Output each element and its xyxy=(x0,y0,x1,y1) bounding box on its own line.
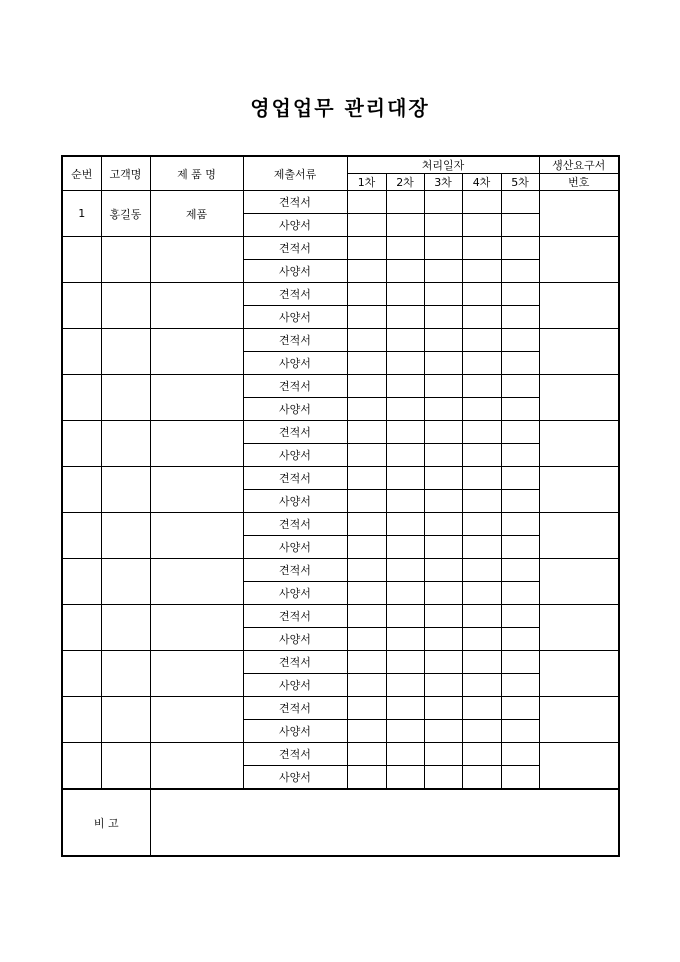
round-3-date-cell[interactable] xyxy=(424,421,462,444)
entry-seq[interactable] xyxy=(62,329,101,375)
round-1-date-cell[interactable] xyxy=(347,766,386,790)
round-4-date-cell[interactable] xyxy=(462,329,501,352)
round-4-date-cell[interactable] xyxy=(462,191,501,214)
production-request-number-cell[interactable] xyxy=(539,651,619,697)
round-5-date-cell[interactable] xyxy=(501,582,539,605)
round-3-date-cell[interactable] xyxy=(424,513,462,536)
round-2-date-cell[interactable] xyxy=(386,536,424,559)
doc-type-label: 견적서 xyxy=(243,421,347,444)
round-5-date-cell[interactable] xyxy=(501,421,539,444)
round-4-date-cell[interactable] xyxy=(462,306,501,329)
ledger-table xyxy=(61,155,620,857)
round-5-date-cell[interactable] xyxy=(501,398,539,421)
round-5-date-cell[interactable] xyxy=(501,720,539,743)
entry-customer[interactable]: 홍길동 xyxy=(101,191,150,237)
round-5-date-cell[interactable] xyxy=(501,329,539,352)
doc-type-label: 견적서 xyxy=(243,651,347,674)
round-1-date-cell[interactable] xyxy=(347,536,386,559)
doc-type-label: 사양서 xyxy=(243,306,347,329)
round-5-date-cell[interactable] xyxy=(501,536,539,559)
round-3-date-cell[interactable] xyxy=(424,720,462,743)
round-1-date-cell[interactable] xyxy=(347,743,386,766)
round-5-date-cell[interactable] xyxy=(501,352,539,375)
round-3-date-cell[interactable] xyxy=(424,766,462,790)
round-5-date-cell[interactable] xyxy=(501,306,539,329)
round-3-date-cell[interactable] xyxy=(424,214,462,237)
header-round-2: 2차 xyxy=(386,174,424,191)
entry-customer[interactable] xyxy=(101,283,150,329)
entry-row xyxy=(62,421,619,444)
header-docs: 제출서류 xyxy=(243,156,347,191)
round-1-date-cell[interactable] xyxy=(347,444,386,467)
round-2-date-cell[interactable] xyxy=(386,237,424,260)
round-1-date-cell[interactable] xyxy=(347,375,386,398)
round-4-date-cell[interactable] xyxy=(462,352,501,375)
round-1-date-cell[interactable] xyxy=(347,605,386,628)
doc-type-label: 사양서 xyxy=(243,628,347,651)
entry-product[interactable]: 제품 xyxy=(150,191,243,237)
round-4-date-cell[interactable] xyxy=(462,536,501,559)
round-5-date-cell[interactable] xyxy=(501,605,539,628)
entry-customer[interactable] xyxy=(101,651,150,697)
round-3-date-cell[interactable] xyxy=(424,559,462,582)
production-request-number-cell[interactable] xyxy=(539,421,619,467)
round-5-date-cell[interactable] xyxy=(501,467,539,490)
header-round-5: 5차 xyxy=(501,174,539,191)
header-round-3: 3차 xyxy=(424,174,462,191)
doc-type-label: 견적서 xyxy=(243,191,347,214)
round-2-date-cell[interactable] xyxy=(386,375,424,398)
round-3-date-cell[interactable] xyxy=(424,444,462,467)
doc-type-label: 견적서 xyxy=(243,329,347,352)
round-3-date-cell[interactable] xyxy=(424,651,462,674)
round-2-date-cell[interactable] xyxy=(386,651,424,674)
round-2-date-cell[interactable] xyxy=(386,559,424,582)
entry-customer[interactable] xyxy=(101,237,150,283)
round-1-date-cell[interactable] xyxy=(347,283,386,306)
entry-row xyxy=(62,375,619,398)
round-2-date-cell[interactable] xyxy=(386,513,424,536)
entry-row xyxy=(62,191,619,214)
round-5-date-cell[interactable] xyxy=(501,559,539,582)
entry-seq[interactable] xyxy=(62,559,101,605)
doc-type-label: 견적서 xyxy=(243,283,347,306)
doc-type-label: 사양서 xyxy=(243,536,347,559)
entry-row xyxy=(62,559,619,582)
round-4-date-cell[interactable] xyxy=(462,398,501,421)
round-5-date-cell[interactable] xyxy=(501,490,539,513)
round-5-date-cell[interactable] xyxy=(501,513,539,536)
round-3-date-cell[interactable] xyxy=(424,329,462,352)
round-3-date-cell[interactable] xyxy=(424,743,462,766)
round-4-date-cell[interactable] xyxy=(462,490,501,513)
entry-customer[interactable] xyxy=(101,605,150,651)
round-1-date-cell[interactable] xyxy=(347,628,386,651)
production-request-number-cell[interactable] xyxy=(539,467,619,513)
round-5-date-cell[interactable] xyxy=(501,444,539,467)
round-4-date-cell[interactable] xyxy=(462,697,501,720)
round-5-date-cell[interactable] xyxy=(501,674,539,697)
round-3-date-cell[interactable] xyxy=(424,237,462,260)
entry-product[interactable] xyxy=(150,513,243,559)
entry-customer[interactable] xyxy=(101,743,150,790)
round-3-date-cell[interactable] xyxy=(424,628,462,651)
round-1-date-cell[interactable] xyxy=(347,697,386,720)
round-4-date-cell[interactable] xyxy=(462,214,501,237)
entry-row xyxy=(62,651,619,674)
entry-product[interactable] xyxy=(150,283,243,329)
round-1-date-cell[interactable] xyxy=(347,237,386,260)
round-5-date-cell[interactable] xyxy=(501,191,539,214)
doc-type-label: 사양서 xyxy=(243,766,347,790)
round-4-date-cell[interactable] xyxy=(462,766,501,790)
round-3-date-cell[interactable] xyxy=(424,536,462,559)
entry-seq[interactable] xyxy=(62,237,101,283)
round-3-date-cell[interactable] xyxy=(424,674,462,697)
round-3-date-cell[interactable] xyxy=(424,398,462,421)
round-4-date-cell[interactable] xyxy=(462,513,501,536)
round-4-date-cell[interactable] xyxy=(462,743,501,766)
round-2-date-cell[interactable] xyxy=(386,582,424,605)
doc-type-label: 견적서 xyxy=(243,237,347,260)
entry-product[interactable] xyxy=(150,467,243,513)
entry-customer[interactable] xyxy=(101,697,150,743)
round-4-date-cell[interactable] xyxy=(462,237,501,260)
remarks-label: 비 고 xyxy=(62,789,150,856)
entry-product[interactable] xyxy=(150,697,243,743)
entry-seq[interactable]: 1 xyxy=(62,191,101,237)
header-round-4: 4차 xyxy=(462,174,501,191)
production-request-number-cell[interactable] xyxy=(539,559,619,605)
entry-seq[interactable] xyxy=(62,375,101,421)
round-2-date-cell[interactable] xyxy=(386,697,424,720)
round-5-date-cell[interactable] xyxy=(501,375,539,398)
doc-type-label: 사양서 xyxy=(243,444,347,467)
entry-seq[interactable] xyxy=(62,513,101,559)
entry-product[interactable] xyxy=(150,559,243,605)
round-3-date-cell[interactable] xyxy=(424,490,462,513)
entry-row xyxy=(62,743,619,766)
entry-row xyxy=(62,283,619,306)
round-4-date-cell[interactable] xyxy=(462,628,501,651)
round-3-date-cell[interactable] xyxy=(424,191,462,214)
header-customer: 고객명 xyxy=(101,156,150,191)
round-3-date-cell[interactable] xyxy=(424,283,462,306)
round-3-date-cell[interactable] xyxy=(424,352,462,375)
round-2-date-cell[interactable] xyxy=(386,444,424,467)
doc-type-label: 견적서 xyxy=(243,559,347,582)
entry-row xyxy=(62,513,619,536)
entry-row xyxy=(62,237,619,260)
round-3-date-cell[interactable] xyxy=(424,306,462,329)
round-5-date-cell[interactable] xyxy=(501,214,539,237)
round-4-date-cell[interactable] xyxy=(462,720,501,743)
entry-seq[interactable] xyxy=(62,743,101,790)
doc-type-label: 견적서 xyxy=(243,743,347,766)
round-5-date-cell[interactable] xyxy=(501,283,539,306)
entry-customer[interactable] xyxy=(101,559,150,605)
entry-product[interactable] xyxy=(150,237,243,283)
header-seq: 순번 xyxy=(62,156,101,191)
round-2-date-cell[interactable] xyxy=(386,260,424,283)
round-4-date-cell[interactable] xyxy=(462,444,501,467)
round-1-date-cell[interactable] xyxy=(347,398,386,421)
production-request-number-cell[interactable] xyxy=(539,743,619,790)
round-3-date-cell[interactable] xyxy=(424,375,462,398)
round-2-date-cell[interactable] xyxy=(386,329,424,352)
entry-product[interactable] xyxy=(150,375,243,421)
round-1-date-cell[interactable] xyxy=(347,651,386,674)
doc-type-label: 견적서 xyxy=(243,697,347,720)
entry-seq[interactable] xyxy=(62,467,101,513)
round-5-date-cell[interactable] xyxy=(501,766,539,790)
entry-row xyxy=(62,467,619,490)
header-round-1: 1차 xyxy=(347,174,386,191)
round-2-date-cell[interactable] xyxy=(386,674,424,697)
round-2-date-cell[interactable] xyxy=(386,398,424,421)
round-4-date-cell[interactable] xyxy=(462,559,501,582)
round-4-date-cell[interactable] xyxy=(462,421,501,444)
round-4-date-cell[interactable] xyxy=(462,467,501,490)
round-4-date-cell[interactable] xyxy=(462,605,501,628)
entry-row xyxy=(62,605,619,628)
entry-customer[interactable] xyxy=(101,329,150,375)
round-2-date-cell[interactable] xyxy=(386,605,424,628)
round-5-date-cell[interactable] xyxy=(501,260,539,283)
entry-product[interactable] xyxy=(150,651,243,697)
doc-type-label: 사양서 xyxy=(243,674,347,697)
entry-customer[interactable] xyxy=(101,467,150,513)
remarks-field[interactable] xyxy=(150,789,619,856)
round-1-date-cell[interactable] xyxy=(347,421,386,444)
entry-row xyxy=(62,329,619,352)
round-5-date-cell[interactable] xyxy=(501,697,539,720)
doc-type-label: 사양서 xyxy=(243,260,347,283)
doc-type-label: 사양서 xyxy=(243,490,347,513)
round-2-date-cell[interactable] xyxy=(386,306,424,329)
round-1-date-cell[interactable] xyxy=(347,260,386,283)
entry-customer[interactable] xyxy=(101,421,150,467)
header-production-request: 생산요구서 xyxy=(539,156,619,174)
round-1-date-cell[interactable] xyxy=(347,467,386,490)
round-4-date-cell[interactable] xyxy=(462,651,501,674)
round-2-date-cell[interactable] xyxy=(386,743,424,766)
production-request-number-cell[interactable] xyxy=(539,283,619,329)
entry-product[interactable] xyxy=(150,329,243,375)
doc-type-label: 사양서 xyxy=(243,720,347,743)
round-3-date-cell[interactable] xyxy=(424,605,462,628)
round-3-date-cell[interactable] xyxy=(424,260,462,283)
entry-product[interactable] xyxy=(150,605,243,651)
doc-type-label: 사양서 xyxy=(243,398,347,421)
production-request-number-cell[interactable] xyxy=(539,513,619,559)
round-2-date-cell[interactable] xyxy=(386,490,424,513)
doc-type-label: 견적서 xyxy=(243,605,347,628)
production-request-number-cell[interactable] xyxy=(539,697,619,743)
round-1-date-cell[interactable] xyxy=(347,214,386,237)
entry-seq[interactable] xyxy=(62,697,101,743)
round-2-date-cell[interactable] xyxy=(386,283,424,306)
production-request-number-cell[interactable] xyxy=(539,329,619,375)
round-1-date-cell[interactable] xyxy=(347,582,386,605)
round-2-date-cell[interactable] xyxy=(386,352,424,375)
header-product: 제 품 명 xyxy=(150,156,243,191)
production-request-number-cell[interactable] xyxy=(539,237,619,283)
doc-type-label: 견적서 xyxy=(243,375,347,398)
round-1-date-cell[interactable] xyxy=(347,329,386,352)
round-2-date-cell[interactable] xyxy=(386,191,424,214)
round-4-date-cell[interactable] xyxy=(462,674,501,697)
entry-customer[interactable] xyxy=(101,375,150,421)
round-3-date-cell[interactable] xyxy=(424,697,462,720)
round-3-date-cell[interactable] xyxy=(424,582,462,605)
round-3-date-cell[interactable] xyxy=(424,467,462,490)
round-4-date-cell[interactable] xyxy=(462,582,501,605)
round-4-date-cell[interactable] xyxy=(462,260,501,283)
round-1-date-cell[interactable] xyxy=(347,191,386,214)
round-4-date-cell[interactable] xyxy=(462,283,501,306)
entry-seq[interactable] xyxy=(62,421,101,467)
round-2-date-cell[interactable] xyxy=(386,421,424,444)
round-2-date-cell[interactable] xyxy=(386,628,424,651)
entry-seq[interactable] xyxy=(62,283,101,329)
round-1-date-cell[interactable] xyxy=(347,490,386,513)
doc-type-label: 사양서 xyxy=(243,214,347,237)
header-processing-date: 처리일자 xyxy=(347,156,539,174)
round-1-date-cell[interactable] xyxy=(347,513,386,536)
round-1-date-cell[interactable] xyxy=(347,352,386,375)
doc-type-label: 견적서 xyxy=(243,467,347,490)
doc-type-label: 견적서 xyxy=(243,513,347,536)
doc-type-label: 사양서 xyxy=(243,352,347,375)
entry-product[interactable] xyxy=(150,421,243,467)
production-request-number-cell[interactable] xyxy=(539,191,619,237)
round-1-date-cell[interactable] xyxy=(347,559,386,582)
round-4-date-cell[interactable] xyxy=(462,375,501,398)
production-request-number-cell[interactable] xyxy=(539,375,619,421)
entry-seq[interactable] xyxy=(62,605,101,651)
round-5-date-cell[interactable] xyxy=(501,743,539,766)
header-production-request-number: 번호 xyxy=(539,174,619,191)
round-5-date-cell[interactable] xyxy=(501,237,539,260)
production-request-number-cell[interactable] xyxy=(539,605,619,651)
round-1-date-cell[interactable] xyxy=(347,720,386,743)
entry-row xyxy=(62,697,619,720)
round-2-date-cell[interactable] xyxy=(386,214,424,237)
entry-seq[interactable] xyxy=(62,651,101,697)
page-title: 영업업무 관리대장 xyxy=(250,96,430,120)
round-2-date-cell[interactable] xyxy=(386,766,424,790)
round-2-date-cell[interactable] xyxy=(386,720,424,743)
round-1-date-cell[interactable] xyxy=(347,674,386,697)
round-1-date-cell[interactable] xyxy=(347,306,386,329)
entry-customer[interactable] xyxy=(101,513,150,559)
round-2-date-cell[interactable] xyxy=(386,467,424,490)
doc-type-label: 사양서 xyxy=(243,582,347,605)
round-5-date-cell[interactable] xyxy=(501,628,539,651)
entry-product[interactable] xyxy=(150,743,243,790)
round-5-date-cell[interactable] xyxy=(501,651,539,674)
